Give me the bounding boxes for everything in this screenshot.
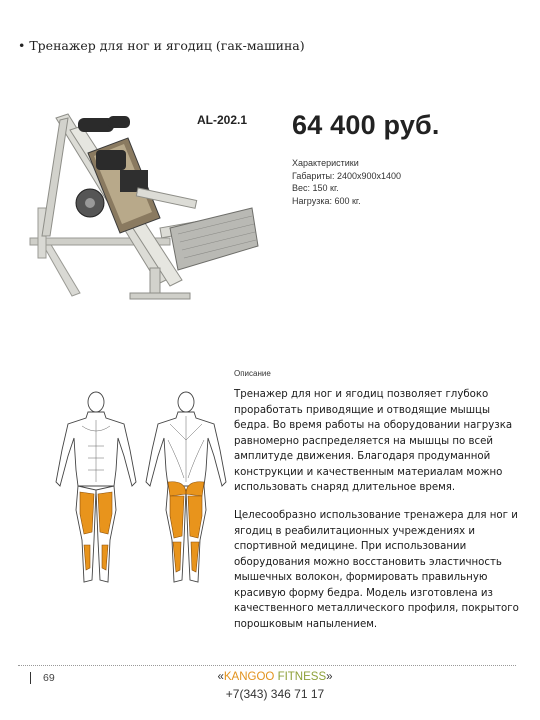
muscle-anatomy-back-image [140, 390, 232, 590]
specs-block [292, 157, 401, 207]
description-paragraph-2: Целесообразно использование тренажера для ног и ягодиц в реабилитационных учреждениях и спортивной медицине. При использовании оборудования можно восстановить эластичность мышечных волокон, формировать правильную красивую форму бедра. Модель изготовлена из качественного металлического профиля, покрытого порошковым напылением. [234, 510, 519, 630]
footer-divider [18, 665, 516, 666]
hack-squat-machine-image [20, 108, 260, 308]
page-title: • Тренажер для ног и ягодиц (гак-машина) [18, 38, 305, 53]
brand-close-quote: » [326, 671, 333, 683]
brand-name [200, 671, 350, 683]
description-heading: Описание [234, 369, 271, 378]
muscle-anatomy-front-image [50, 390, 142, 590]
spec-load: Нагрузка: 600 кг. [292, 195, 361, 206]
spec-dimensions: Габариты: 2400х900х1400 [292, 170, 402, 181]
price: 64 400 руб. [292, 110, 440, 140]
specs-heading: Характеристики [292, 158, 359, 168]
spec-weight: Вес: 150 кг. [292, 183, 339, 193]
brand-open-quote: « [217, 671, 224, 683]
phone-number: +7(343) 346 71 17 [225, 687, 325, 701]
description-paragraph-1: Тренажер для ног и ягодиц позволяет глубоко проработать приводящие и отводящие мышцы бедра. Во время работы на оборудовании нагрузка равномерно распределяется на мышцы по всей амплитуде движения. Благодаря продуманной конструкции и качественным материалам можно использовать снаряд длительное время. [234, 389, 513, 493]
model-code: AL-202.1 [197, 113, 248, 127]
brand-kangoo: KANGOO [223, 671, 275, 683]
page-number: 69 [30, 672, 55, 684]
brand-fitness: FITNESS [277, 671, 327, 683]
